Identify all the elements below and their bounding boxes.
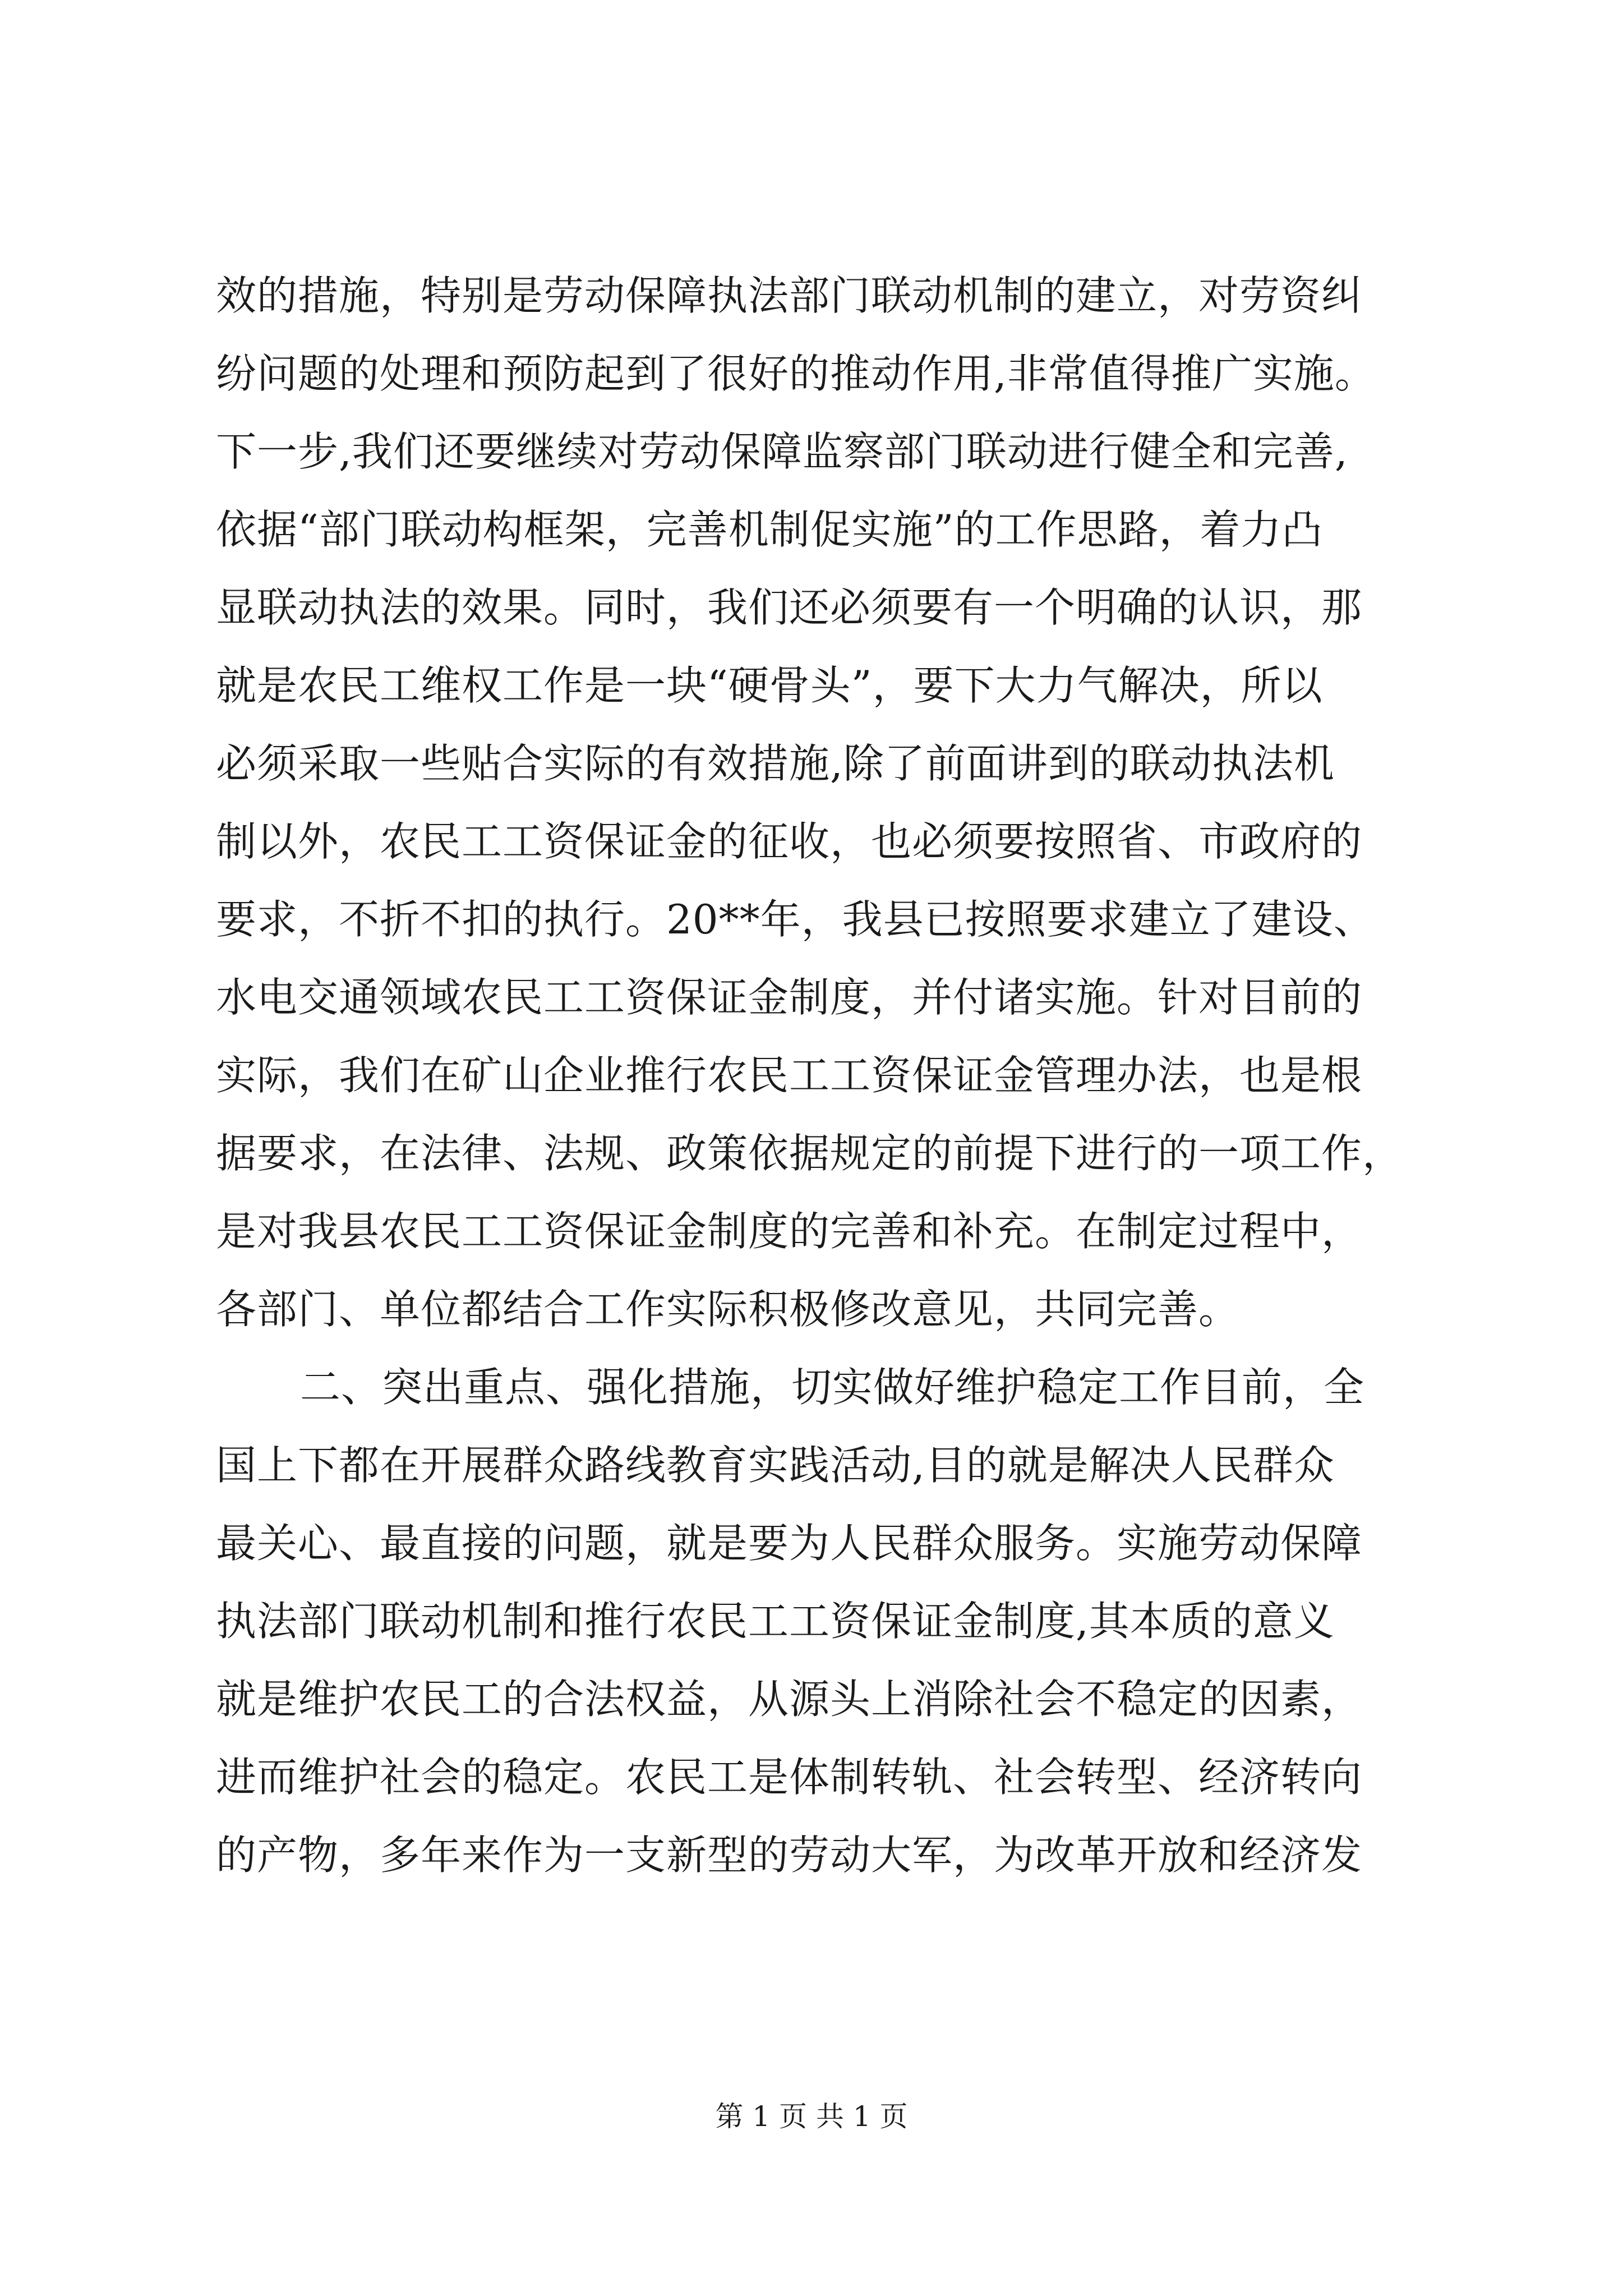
text-line: 依据“部门联动构框架，完善机制促实施”的工作思路，着力凸	[216, 506, 1323, 553]
text-line: 实际，我们在矿山企业推行农民工工资保证金管理办法，也是根	[216, 1052, 1363, 1099]
body-text	[216, 257, 1450, 1894]
text-line: 最关心、最直接的问题，就是要为人民群众服务。实施劳动保障	[216, 1520, 1363, 1567]
text-line: 效的措施，特别是劳动保障执法部门联动机制的建立，对劳资纠	[216, 272, 1363, 319]
text-line: 据要求，在法律、法规、政策依据规定的前提下进行的一项工作，	[216, 1130, 1404, 1177]
text-line: 的产物，多年来作为一支新型的劳动大军，为改革开放和经济发	[216, 1832, 1363, 1879]
text-line: 是对我县农民工工资保证金制度的完善和补充。在制定过程中，	[216, 1208, 1363, 1255]
text-line: 各部门、单位都结合工作实际积极修改意见，共同完善。	[216, 1286, 1240, 1333]
text-line: 就是维护农民工的合法权益，从源头上消除社会不稳定的因素，	[216, 1676, 1363, 1723]
text-line: 就是农民工维权工作是一块“硬骨头”，要下大力气解决，所以	[216, 662, 1323, 709]
text-line: 要求，不折不扣的执行。20**年，我县已按照要求建立了建设、	[216, 896, 1375, 943]
text-line: 进而维护社会的稳定。农民工是体制转轨、社会转型、经济转向	[216, 1754, 1363, 1801]
text-line: 制以外，农民工工资保证金的征收，也必须要按照省、市政府的	[216, 818, 1363, 865]
section-heading-line: 二、突出重点、强化措施，切实做好维护稳定工作目前，全	[300, 1364, 1365, 1411]
text-line: 水电交通领域农民工工资保证金制度，并付诸实施。针对目前的	[216, 974, 1363, 1021]
text-line: 必须采取一些贴合实际的有效措施,除了前面讲到的联动执法机	[216, 740, 1335, 787]
page-number-footer: 第 1 页 共 1 页	[715, 2100, 908, 2133]
text-line: 国上下都在开展群众路线教育实践活动,目的就是解决人民群众	[216, 1442, 1335, 1489]
text-line: 执法部门联动机制和推行农民工工资保证金制度,其本质的意义	[216, 1598, 1335, 1645]
text-line: 纷问题的处理和预防起到了很好的推动作用,非常值得推广实施。	[216, 350, 1376, 397]
text-line: 显联动执法的效果。同时，我们还必须要有一个明确的认识，那	[216, 584, 1363, 631]
text-line: 下一步,我们还要继续对劳动保障监察部门联动进行健全和完善,	[216, 428, 1348, 475]
